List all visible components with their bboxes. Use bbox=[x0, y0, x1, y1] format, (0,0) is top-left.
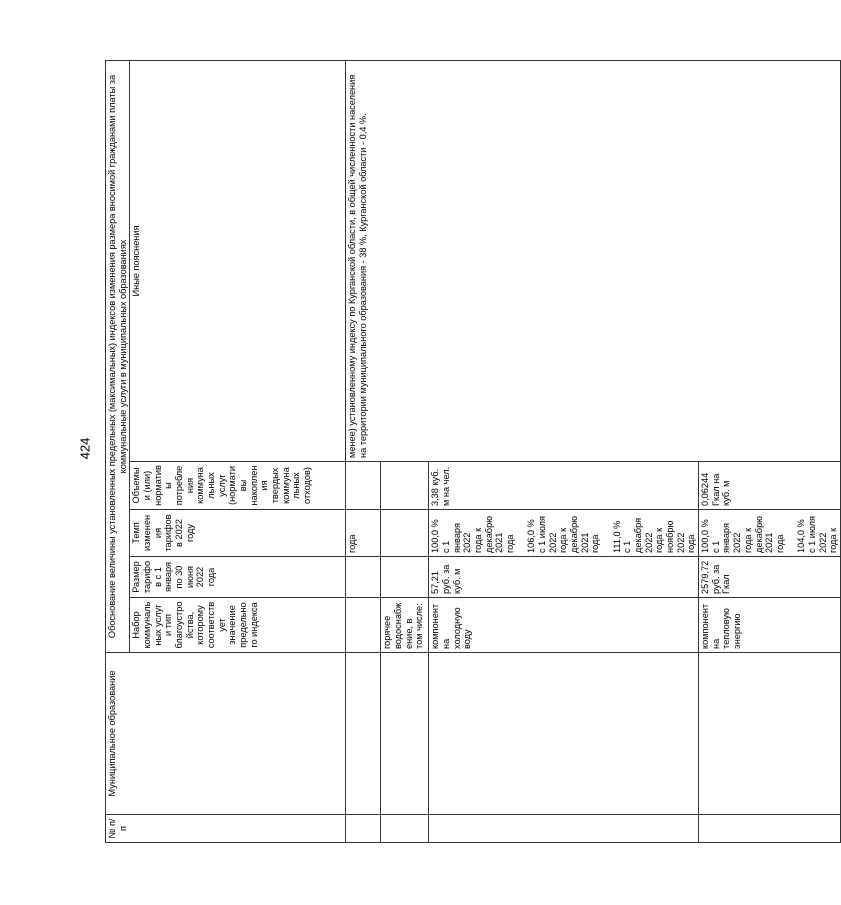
cell-tariff-rate bbox=[381, 510, 429, 557]
cell-num bbox=[429, 815, 699, 843]
cell-tariff-size: 2579,72 руб. за Гкал bbox=[699, 557, 841, 598]
header-notes: Иные пояснения bbox=[130, 60, 346, 461]
header-num: № п/п bbox=[106, 815, 346, 843]
header-tariff-size: Размер тарифов с 1 января по 30 июня 2022 года bbox=[130, 557, 346, 598]
cell-num bbox=[346, 815, 381, 843]
cell-service bbox=[346, 598, 381, 653]
cell-service: горячее водоснабжение, в том числе: bbox=[381, 598, 429, 653]
cell-municipality bbox=[381, 653, 429, 815]
cell-municipality bbox=[699, 653, 841, 815]
cell-volume bbox=[381, 462, 429, 510]
cell-municipality bbox=[429, 653, 699, 815]
cell-tariff-rate: года bbox=[346, 510, 381, 557]
rationale-table bbox=[105, 60, 841, 843]
cell-tariff-size: 57,21 руб. за куб. м bbox=[429, 557, 699, 598]
cell-num bbox=[381, 815, 429, 843]
header-rationale: Обоснование величины установленных предельных (максимальных) индексов изменения размера вносимой гражданами платы за коммунальные услуги в муниципальных образованиях bbox=[106, 60, 130, 652]
header-service-set: Набор коммунальных услуг и тип благоустройства, которому соответствует значение предельного индекса bbox=[130, 598, 346, 653]
cell-num bbox=[699, 815, 841, 843]
cell-notes: менее) установленному индексу по Курганской области, в общей численности населения на территории муниципального образования - 38 %, Курганской области - 0,4 %. bbox=[346, 60, 841, 461]
cell-volume: 0,06244 Гкал на куб. м bbox=[699, 462, 841, 510]
header-volumes: Объемы и (или) нормативы потребления коммунальных услуг (нормативы накопления твердых коммунальных отходов) bbox=[130, 462, 346, 510]
cell-tariff-size bbox=[381, 557, 429, 598]
cell-tariff-size bbox=[346, 557, 381, 598]
cell-volume: 3,38 куб. м на чел. bbox=[429, 462, 699, 510]
header-municipality: Муниципальное образование bbox=[106, 653, 346, 815]
cell-volume bbox=[346, 462, 381, 510]
cell-service: компонент на тепловую энергию bbox=[699, 598, 841, 653]
cell-municipality bbox=[346, 653, 381, 815]
cell-tariff-rate: 100,0 % с 1 января 2022 года к декабрю 2021 года 104,0 % с 1 июля 2022 года к bbox=[699, 510, 841, 557]
page-number: 424 bbox=[77, 437, 93, 460]
cell-tariff-rate: 100,0 % с 1 января 2022 года к декабрю 2021 года 106,0 % с 1 июля 2022 года к декабрю 2021 года 111,0 % с 1 декабря 2022 года к ноябрю 2022 года bbox=[429, 510, 699, 557]
cell-service: компонент на холодную воду bbox=[429, 598, 699, 653]
rotated-page bbox=[105, 61, 839, 843]
header-tariff-rate: Темп изменения тарифов в 2022 году bbox=[130, 510, 346, 557]
table-row bbox=[346, 60, 381, 842]
